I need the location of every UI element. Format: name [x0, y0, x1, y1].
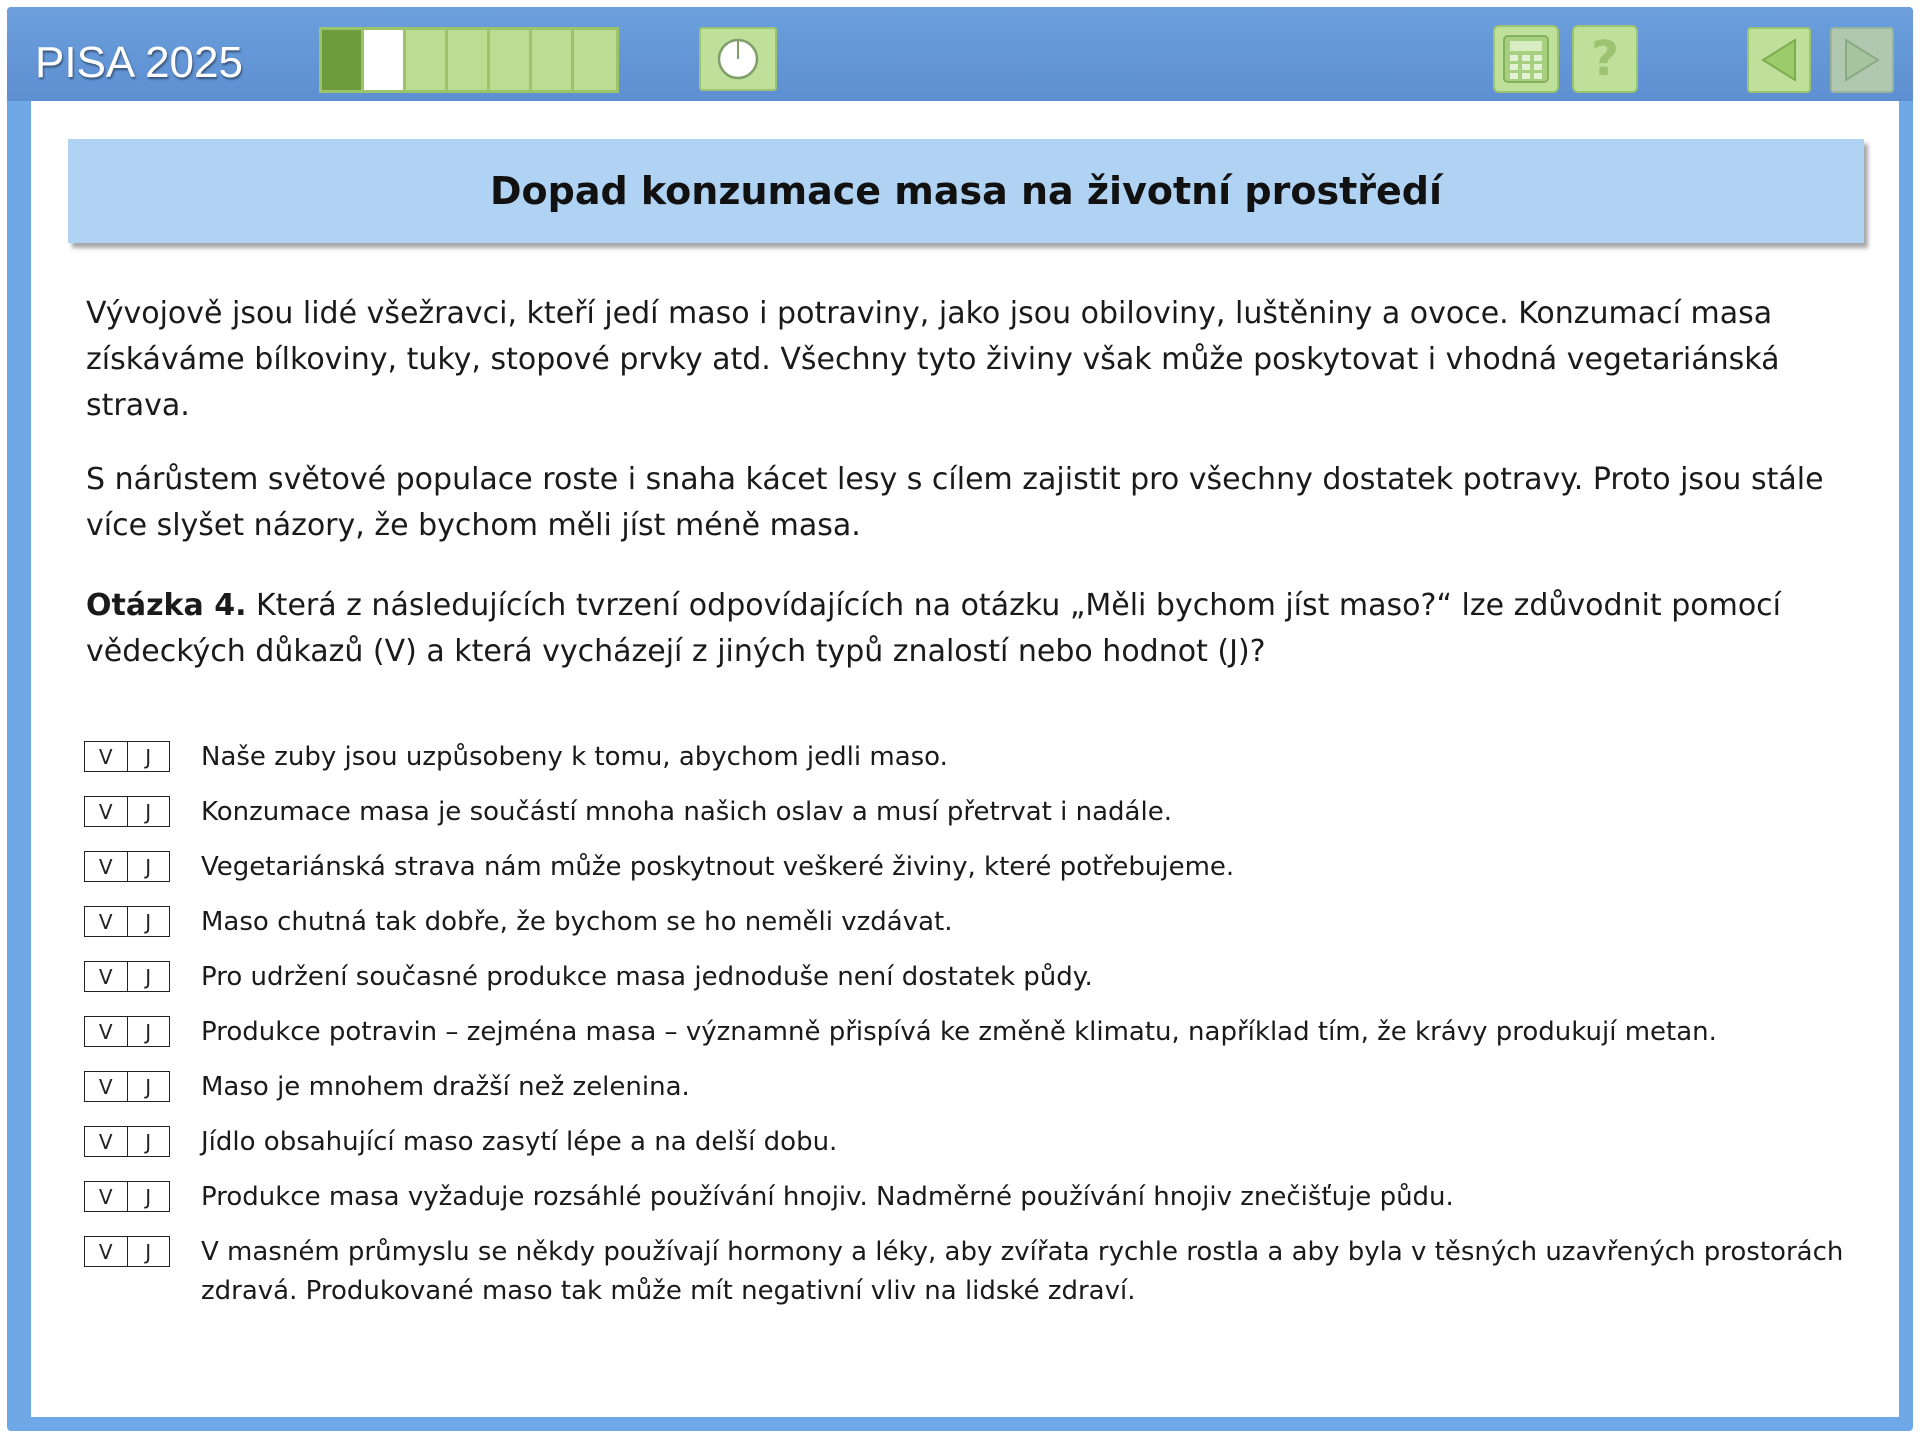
option-j[interactable]: J — [145, 1074, 152, 1099]
option-v[interactable]: V — [85, 1072, 128, 1101]
option-v[interactable]: V — [85, 1127, 128, 1156]
progress-segment — [364, 30, 406, 90]
option-v[interactable]: V — [85, 1017, 128, 1046]
statement-text: Konzumace masa je součástí mnoha našich oslav a musí přetrvat i nadále. — [201, 797, 1172, 827]
statement-text: Maso chutná tak dobře, že bychom se ho neměli vzdávat. — [201, 907, 953, 937]
calculator-icon — [1501, 33, 1551, 85]
option-v[interactable]: V — [85, 1182, 128, 1211]
header-bar — [7, 7, 1913, 101]
progress-segment — [322, 30, 364, 90]
option-j[interactable]: J — [145, 964, 152, 989]
page-title: Dopad konzumace masa na životní prostředí — [490, 169, 1442, 213]
option-v[interactable]: V — [85, 852, 128, 881]
option-j[interactable]: J — [145, 854, 152, 879]
calculator-button[interactable] — [1493, 25, 1559, 93]
intro-paragraph-1: Vývojově jsou lidé všežravci, kteří jedí maso i potraviny, jako jsou obiloviny, luštěniny a ovoce. Konzumací masa získáváme bílkoviny, tuky, stopové prvky atd. Všechny tyto živiny však může poskytovat i vhodná vegetariánská strava. — [86, 296, 1780, 423]
question-label: Otázka 4. — [86, 588, 247, 623]
help-icon: ? — [1591, 31, 1619, 87]
option-j[interactable]: J — [145, 744, 152, 769]
option-j[interactable]: J — [145, 1184, 152, 1209]
content-panel — [31, 101, 1899, 1417]
option-j[interactable]: J — [145, 909, 152, 934]
back-arrow-icon — [1757, 36, 1801, 84]
vj-choice-box — [84, 851, 170, 882]
vj-choice-box — [84, 741, 170, 772]
vj-choice-box — [84, 1126, 170, 1157]
progress-bar — [319, 27, 619, 93]
progress-segment — [406, 30, 448, 90]
statement-text: V masném průmyslu se někdy používají hormony a léky, aby zvířata rychle rostla a aby byla v těsných uzavřených prostorách zdravá. Produkované maso tak může mít negativní vliv na lidské zdraví. — [201, 1237, 1844, 1306]
progress-segment — [448, 30, 490, 90]
forward-arrow-icon — [1840, 36, 1884, 84]
progress-segment — [574, 30, 616, 90]
vj-choice-box — [84, 1236, 170, 1267]
statement-text: Jídlo obsahující maso zasytí lépe a na delší dobu. — [201, 1127, 838, 1157]
vj-choice-box — [84, 1071, 170, 1102]
app-frame — [7, 7, 1913, 1431]
page-title-bar — [68, 139, 1864, 243]
option-j[interactable]: J — [145, 1129, 152, 1154]
forward-button[interactable] — [1830, 27, 1894, 93]
option-v[interactable]: V — [85, 797, 128, 826]
option-v[interactable]: V — [85, 962, 128, 991]
back-button[interactable] — [1747, 27, 1811, 93]
timer-icon — [715, 36, 761, 82]
option-j[interactable]: J — [145, 1019, 152, 1044]
option-j[interactable]: J — [145, 799, 152, 824]
intro-paragraph-2: S nárůstem světové populace roste i snaha kácet lesy s cílem zajistit pro všechny dostatek potravy. Proto jsou stále více slyšet názory, že bychom měli jíst méně masa. — [86, 462, 1824, 543]
app-title: PISA 2025 — [35, 38, 243, 87]
statement-text: Naše zuby jsou uzpůsobeny k tomu, abychom jedli maso. — [201, 742, 948, 772]
statement-text: Pro udržení současné produkce masa jednoduše není dostatek půdy. — [201, 962, 1093, 992]
progress-segment — [490, 30, 532, 90]
question-body: Která z následujících tvrzení odpovídajících na otázku „Měli bychom jíst maso?“ lze zdůvodnit pomocí vědeckých důkazů (V) a která vycházejí z jiných typů znalostí nebo hodnot (J)? — [86, 588, 1782, 669]
timer-button[interactable] — [699, 27, 777, 91]
option-j[interactable]: J — [145, 1239, 152, 1264]
question-text — [86, 583, 1876, 675]
option-v[interactable]: V — [85, 1237, 128, 1266]
statement-text: Produkce masa vyžaduje rozsáhlé používání hnojiv. Nadměrné používání hnojiv znečišťuje půdu. — [201, 1182, 1454, 1212]
statement-text: Maso je mnohem dražší než zelenina. — [201, 1072, 690, 1102]
statement-text: Vegetariánská strava nám může poskytnout veškeré živiny, které potřebujeme. — [201, 852, 1235, 882]
vj-choice-box — [84, 906, 170, 937]
vj-choice-box — [84, 961, 170, 992]
vj-choice-box — [84, 1016, 170, 1047]
statement-text: Produkce potravin – zejména masa – významně přispívá ke změně klimatu, například tím, že krávy produkují metan. — [201, 1017, 1717, 1047]
progress-segment — [532, 30, 574, 90]
vj-choice-box — [84, 796, 170, 827]
option-v[interactable]: V — [85, 907, 128, 936]
option-v[interactable]: V — [85, 742, 128, 771]
help-button[interactable] — [1572, 25, 1638, 93]
vj-choice-box — [84, 1181, 170, 1212]
